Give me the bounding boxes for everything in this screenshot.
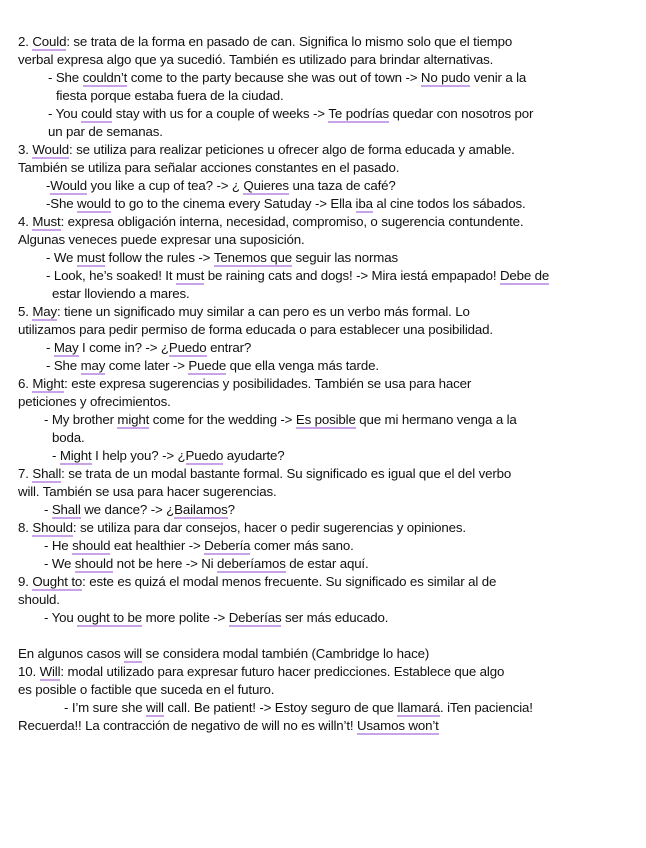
text-segment: be raining cats and dogs! -> Mira iestá empapado! — [204, 268, 500, 283]
text-segment: al cine todos los sábados. — [372, 196, 526, 211]
underlined-term: ought to be — [77, 610, 143, 625]
underlined-term: must — [175, 268, 205, 283]
text-line — [44, 556, 369, 573]
text-segment: 7. — [18, 466, 33, 481]
text-segment: 3. — [18, 142, 33, 157]
text-segment: come for the wedding -> — [149, 412, 296, 427]
underlined-term: could — [81, 106, 113, 121]
text-segment: - We — [46, 250, 77, 265]
text-segment: comer más sano. — [250, 538, 354, 553]
text-segment: ayudarte? — [223, 448, 285, 463]
underlined-term: May — [53, 340, 79, 355]
text-segment: de estar aquí. — [285, 556, 369, 571]
text-segment: more polite -> — [142, 610, 229, 625]
text-segment: ? — [227, 502, 235, 517]
underlined-term: Shall — [32, 466, 62, 481]
text-segment: utilizamos para pedir permiso de forma educada o para establecer una posibilidad. — [18, 322, 493, 337]
text-segment: to go to the cinema every Satuday -> Ella — [111, 196, 356, 211]
text-line — [46, 250, 398, 267]
text-segment: - My brother — [44, 412, 118, 427]
underlined-term: may — [80, 358, 106, 373]
text-segment: También se utiliza para señalar acciones constantes en el pasado. — [18, 160, 400, 175]
text-line — [52, 448, 285, 465]
text-line — [64, 700, 533, 717]
text-line — [18, 376, 471, 393]
text-line — [44, 610, 388, 627]
text-segment: - She — [46, 358, 81, 373]
text-segment: come to the party because she was out of town -> — [127, 70, 421, 85]
underlined-term: deberíamos — [217, 556, 286, 571]
underlined-term: Tenemos que — [213, 250, 293, 265]
text-segment: -She — [46, 196, 78, 211]
underlined-term: Ought to — [32, 574, 83, 589]
text-line — [18, 160, 399, 176]
text-segment: que mi hermano venga a la — [355, 412, 517, 427]
text-line — [18, 232, 305, 248]
text-segment: - — [46, 340, 54, 355]
text-segment: I help you? -> ¿ — [91, 448, 186, 463]
text-segment: 6. — [18, 376, 33, 391]
text-segment: - — [52, 448, 60, 463]
text-line — [52, 286, 190, 302]
underlined-term: Bailamos — [174, 502, 228, 517]
text-segment: : expresa obligación interna, necesidad, compromiso, o sugerencia contundente. — [60, 214, 524, 229]
text-segment: : este expresa sugerencias y posibilidades. También se usa para hacer — [64, 376, 472, 391]
underlined-term: Puedo — [185, 448, 224, 463]
text-segment: follow the rules -> — [105, 250, 214, 265]
text-segment: : se utiliza para dar consejos, hacer o pedir sugerencias y opiniones. — [72, 520, 466, 535]
text-segment: 8. — [18, 520, 33, 535]
text-segment: we dance? -> ¿ — [80, 502, 175, 517]
text-segment: 10. — [18, 664, 40, 679]
text-line — [18, 52, 493, 68]
text-line — [46, 178, 396, 195]
text-segment: should. — [18, 592, 60, 607]
underlined-term: Could — [32, 34, 67, 49]
text-segment: you like a cup of tea? -> ¿ — [86, 178, 244, 193]
text-segment: stay with us for a couple of weeks -> — [112, 106, 329, 121]
underlined-term: Te podrías — [328, 106, 390, 121]
underlined-term: Puedo — [168, 340, 207, 355]
text-line — [46, 268, 549, 285]
text-segment: : tiene un significado muy similar a can pero es un verbo más formal. Lo — [57, 304, 470, 319]
text-segment: - I’m sure she — [64, 700, 146, 715]
text-line — [18, 682, 274, 698]
text-line — [18, 394, 171, 410]
text-segment: - You — [48, 106, 82, 121]
text-segment: 9. — [18, 574, 33, 589]
text-line — [52, 430, 85, 446]
text-segment: que ella venga más tarde. — [226, 358, 379, 373]
text-line — [46, 196, 525, 213]
text-segment: un par de semanas. — [48, 124, 163, 139]
text-line — [18, 142, 515, 159]
text-segment: eat healthier -> — [110, 538, 205, 553]
underlined-term: couldn’t — [82, 70, 128, 85]
text-segment: es posible o factible que suceda en el futuro. — [18, 682, 275, 697]
text-segment: : modal utilizado para expresar futuro hacer predicciones. Establece que algo — [60, 664, 505, 679]
underlined-term: Quieres — [243, 178, 289, 193]
text-line — [44, 502, 235, 519]
text-segment: : se utiliza para realizar peticiones u ofrecer algo de forma educada y amable. — [69, 142, 515, 157]
text-segment: venir a la — [470, 70, 527, 85]
underlined-term: must — [76, 250, 105, 265]
underlined-term: would — [77, 196, 112, 211]
text-segment: call. Be patient! -> Estoy seguro de que — [163, 700, 398, 715]
underlined-term: Es posible — [295, 412, 356, 427]
underlined-term: Deberías — [228, 610, 282, 625]
text-line — [48, 70, 526, 87]
underlined-term: Usamos won’t — [356, 718, 439, 733]
text-segment: : se trata de la forma en pasado de can. Significa lo mismo solo que el tiempo — [66, 34, 513, 49]
underlined-term: Would — [32, 142, 70, 157]
text-segment: . iTen paciencia! — [440, 700, 533, 715]
text-line — [46, 340, 251, 357]
underlined-term: will — [146, 700, 164, 715]
text-line — [18, 646, 429, 663]
underlined-term: should — [72, 538, 111, 553]
text-line — [18, 484, 277, 500]
text-segment: - She — [48, 70, 83, 85]
text-segment: fiesta porque estaba fuera de la ciudad. — [56, 88, 284, 103]
underlined-term: might — [117, 412, 150, 427]
text-segment: - — [44, 502, 52, 517]
text-line — [44, 412, 517, 429]
text-line — [44, 538, 354, 555]
text-segment: not be here -> Ni — [113, 556, 218, 571]
text-line — [18, 466, 511, 483]
underlined-term: Would — [50, 178, 87, 193]
text-segment: boda. — [52, 430, 85, 445]
text-line — [18, 214, 523, 231]
text-segment: En algunos casos — [18, 646, 125, 661]
text-segment: verbal expresa algo que ya sucedió. También es utilizado para brindar alternativas. — [18, 52, 494, 67]
underlined-term: Debería — [204, 538, 251, 553]
underlined-term: llamará — [397, 700, 440, 715]
underlined-term: should — [74, 556, 114, 571]
text-segment: peticiones y ofrecimientos. — [18, 394, 171, 409]
text-segment: : se trata de un modal bastante formal. Su significado es igual que el del verbo — [61, 466, 512, 481]
text-line — [48, 124, 163, 140]
text-segment: come later -> — [105, 358, 189, 373]
text-segment: will. También se usa para hacer sugerencias. — [18, 484, 277, 499]
text-line — [18, 592, 60, 608]
text-line — [18, 574, 496, 591]
text-segment: I come in? -> ¿ — [78, 340, 169, 355]
text-segment: Algunas veneces puede expresar una suposición. — [18, 232, 305, 247]
text-segment: 5. — [18, 304, 33, 319]
text-segment: - — [46, 178, 51, 193]
text-line — [18, 718, 439, 735]
text-segment: 4. — [18, 214, 33, 229]
text-line — [48, 106, 533, 123]
text-segment: : este es quizá el modal menos frecuente. Su significado es similar al de — [82, 574, 497, 589]
underlined-term: will — [124, 646, 142, 661]
underlined-term: Puede — [188, 358, 227, 373]
text-line — [46, 358, 379, 375]
underlined-term: May — [32, 304, 58, 319]
underlined-term: Should — [32, 520, 73, 535]
text-line — [56, 88, 284, 104]
underlined-term: Debe de — [499, 268, 550, 283]
text-segment: - You — [44, 610, 78, 625]
underlined-term: Must — [32, 214, 61, 229]
text-line — [18, 520, 466, 537]
text-segment: ser más educado. — [281, 610, 389, 625]
text-line — [18, 304, 470, 321]
text-line — [18, 322, 493, 338]
text-segment: estar lloviendo a mares. — [52, 286, 190, 301]
text-segment: se considera modal también (Cambridge lo hace) — [142, 646, 430, 661]
text-segment: quedar con nosotros por — [389, 106, 534, 121]
text-segment: - Look, he’s soaked! It — [46, 268, 176, 283]
text-segment: Recuerda!! La contracción de negativo de will no es willn’t! — [18, 718, 357, 733]
text-segment: 2. — [18, 34, 33, 49]
underlined-term: Might — [32, 376, 65, 391]
text-line — [18, 34, 512, 51]
underlined-term: No pudo — [420, 70, 471, 85]
underlined-term: Might — [59, 448, 92, 463]
underlined-term: Shall — [51, 502, 81, 517]
underlined-term: Will — [39, 664, 61, 679]
text-segment: una taza de café? — [288, 178, 396, 193]
text-segment: - He — [44, 538, 73, 553]
text-line — [18, 664, 504, 681]
text-segment: entrar? — [206, 340, 252, 355]
text-segment: - We — [44, 556, 75, 571]
text-segment: seguir las normas — [292, 250, 398, 265]
underlined-term: iba — [355, 196, 373, 211]
